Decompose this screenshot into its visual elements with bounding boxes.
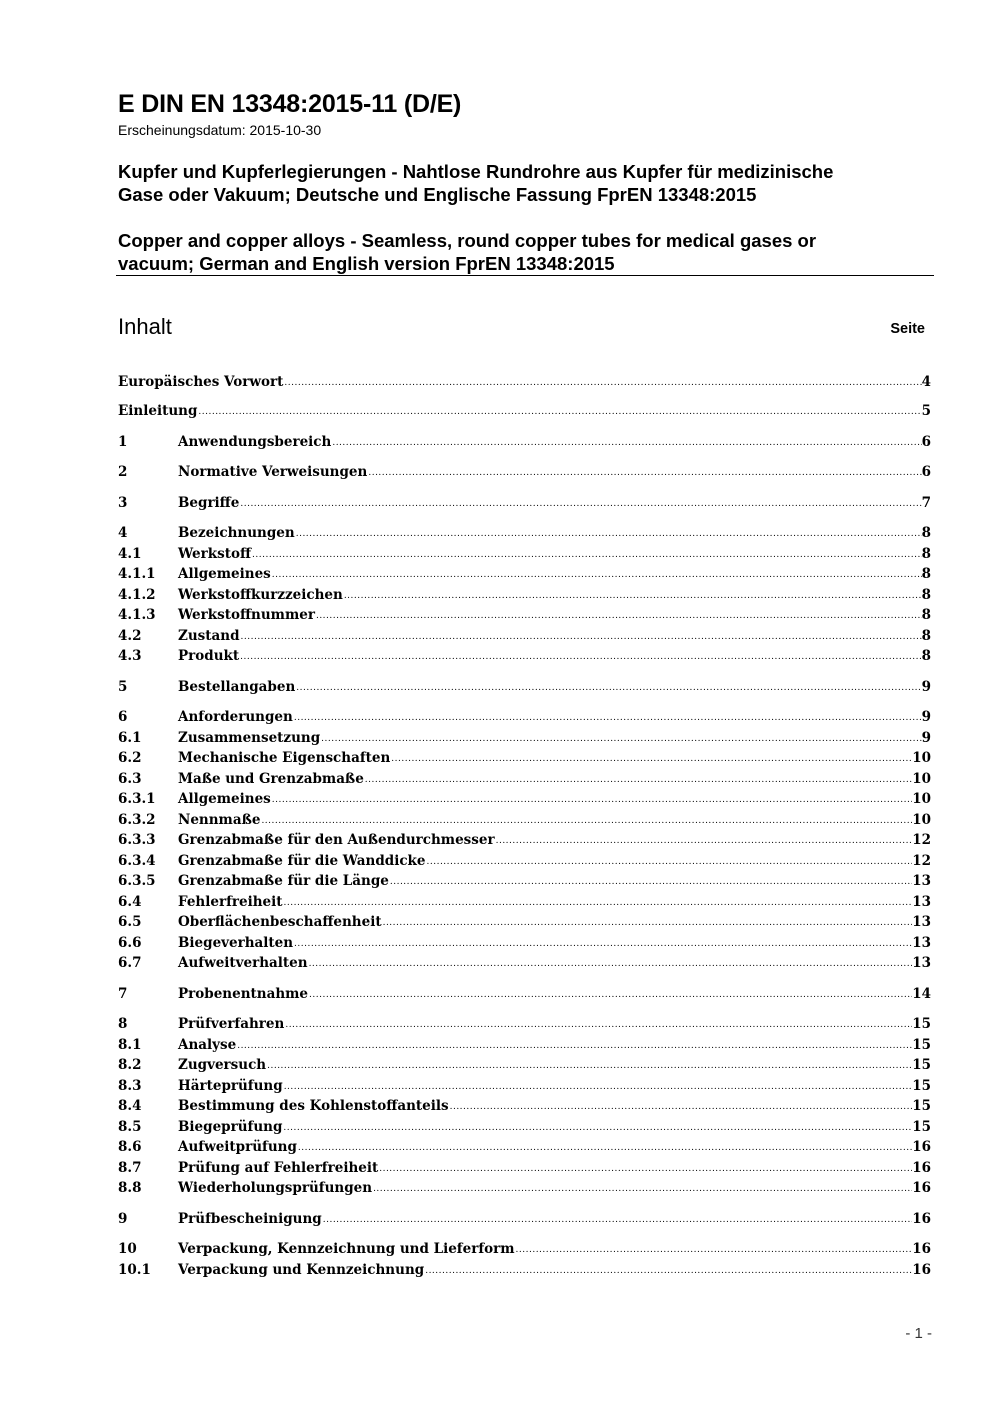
dot-leader [284,1019,912,1031]
toc-entry[interactable] [118,910,931,931]
toc-entry-number: 6.3.1 [118,791,156,807]
toc-entry-number: 6.4 [118,894,142,910]
toc-entry-number: 6.7 [118,955,142,971]
toc-entry[interactable] [118,869,931,890]
dot-leader [283,377,921,389]
dot-leader [260,815,912,827]
toc-entry-page: 8 [921,648,931,664]
dot-leader [449,1101,913,1113]
toc-entry-page: 15 [912,1098,931,1114]
toc-entry-label: Werkstoffkurzzeichen [178,587,343,603]
toc-entry[interactable] [118,491,931,512]
dot-leader [297,1142,912,1154]
toc-entry[interactable] [118,746,931,767]
dot-leader [424,1265,912,1277]
toc-entry-number: 8.3 [118,1078,142,1094]
toc-entry-number: 6.3 [118,771,142,787]
toc-entry[interactable] [118,644,931,665]
toc-entry-label: Nennmaße [178,812,261,828]
title-english-line-1: Copper and copper alloys - Seamless, round copper tubes for medical gases or [118,230,817,251]
toc-entry[interactable] [118,542,931,563]
dot-leader [495,835,913,847]
toc-entry-number: 8.2 [118,1057,142,1073]
toc-entry[interactable] [118,1207,931,1228]
toc-entry[interactable] [118,787,931,808]
toc-entry-label: Anwendungsbereich [178,434,332,450]
toc-entry-page: 8 [921,607,931,623]
toc-entry-page: 6 [921,434,931,450]
toc-entry[interactable] [118,982,931,1003]
toc-entry-number: 8.6 [118,1139,142,1155]
toc-entry-page: 14 [912,986,931,1002]
toc-entry-label: Normative Verweisungen [178,464,368,480]
toc-entry-label: Europäisches Vorwort [118,374,284,390]
toc-entry-page: 16 [912,1139,931,1155]
toc-entry-page: 6 [921,464,931,480]
toc-entry[interactable] [118,849,931,870]
toc-entry-number: 4.1.1 [118,566,156,582]
toc-entry-label: Maße und Grenzabmaße [178,771,364,787]
title-german [118,160,833,206]
toc-entry[interactable] [118,1156,931,1177]
toc-entry-page: 4 [921,374,931,390]
toc-entry-label: Aufweitprüfung [178,1139,297,1155]
toc-entry[interactable] [118,890,931,911]
dot-leader [271,569,922,581]
toc-entry[interactable] [118,521,931,542]
toc-entry-page: 16 [912,1160,931,1176]
toc-entry-number: 4.2 [118,628,142,644]
toc-entry-label: Grenzabmaße für die Länge [178,873,389,889]
document-id: E DIN EN 13348:2015-11 (D/E) [118,90,462,118]
toc-entry-label: Werkstoff [178,546,252,562]
toc-entry[interactable] [118,951,931,972]
contents-heading: Inhalt [118,314,172,339]
dot-leader [378,1163,912,1175]
toc-entry-label: Grenzabmaße für den Außendurchmesser [178,832,495,848]
dot-leader [426,856,913,868]
toc-entry-page: 16 [912,1262,931,1278]
toc-entry-number: 7 [118,986,128,1002]
toc-entry-page: 15 [912,1057,931,1073]
dot-leader [331,437,921,449]
toc-entry-label: Zustand [178,628,240,644]
page-column-label: Seite [890,321,925,337]
toc-entry-label: Bestellangaben [178,679,296,695]
toc-entry-number: 8.7 [118,1160,142,1176]
toc-entry-number: 10.1 [118,1262,151,1278]
dot-leader [295,682,921,694]
toc-entry-number: 6.3.5 [118,873,156,889]
toc-entry-number: 10 [118,1241,137,1257]
toc-entry-label: Einleitung [118,403,198,419]
dot-leader [266,1060,912,1072]
toc-entry-label: Allgemeines [178,566,271,582]
toc-entry-page: 10 [912,750,931,766]
toc-entry-label: Fehlerfreiheit [178,894,283,910]
toc-entry[interactable] [118,370,931,391]
dot-leader [308,958,913,970]
toc-entry-page: 15 [912,1037,931,1053]
toc-entry-page: 10 [912,812,931,828]
toc-entry-number: 6.1 [118,730,142,746]
toc-entry-page: 9 [921,679,931,695]
toc-entry[interactable] [118,583,931,604]
toc-entry-page: 8 [921,628,931,644]
toc-entry[interactable] [118,1115,931,1136]
toc-entry-page: 13 [912,894,931,910]
toc-entry[interactable] [118,705,931,726]
dot-leader [515,1244,913,1256]
toc-entry-label: Analyse [178,1037,237,1053]
toc-entry-page: 13 [912,914,931,930]
toc-entry-page: 7 [921,495,931,511]
header-divider [116,275,934,276]
dot-leader [389,876,912,888]
toc-entry-number: 6.2 [118,750,142,766]
toc-entry-page: 15 [912,1016,931,1032]
toc-entry-number: 2 [118,464,128,480]
dot-leader [239,651,921,663]
toc-entry[interactable] [118,1094,931,1115]
toc-entry-label: Prüfbescheinigung [178,1211,322,1227]
dot-leader [271,794,912,806]
toc-entry-number: 8.1 [118,1037,142,1053]
toc-entry-label: Anforderungen [178,709,293,725]
toc-entry-page: 8 [921,525,931,541]
title-english [118,229,816,275]
toc-entry-label: Bestimmung des Kohlenstoffanteils [178,1098,449,1114]
toc-entry[interactable] [118,399,931,420]
toc-entry-number: 6 [118,709,128,725]
toc-entry[interactable] [118,624,931,645]
toc-entry-label: Zusammensetzung [178,730,321,746]
toc-entry-label: Zugversuch [178,1057,267,1073]
toc-entry-number: 4.1 [118,546,142,562]
toc-entry-number: 8.8 [118,1180,142,1196]
toc-entry-page: 16 [912,1180,931,1196]
toc-entry-number: 6.3.2 [118,812,156,828]
dot-leader [251,549,922,561]
title-english-line-2: vacuum; German and English version FprEN 13348:2015 [118,253,615,274]
toc-entry-number: 6.6 [118,935,142,951]
page-number: - 1 - [905,1325,932,1342]
toc-entry-number: 9 [118,1211,128,1227]
toc-entry[interactable] [118,726,931,747]
toc-entry[interactable] [118,1135,931,1156]
toc-entry-label: Werkstoffnummer [178,607,315,623]
toc-entry-page: 16 [912,1211,931,1227]
toc-entry[interactable] [118,1237,931,1258]
toc-entry-number: 4.1.2 [118,587,156,603]
toc-entry-label: Wiederholungsprüfungen [178,1180,373,1196]
toc-entry-page: 10 [912,771,931,787]
dot-leader [236,1040,912,1052]
toc-entry[interactable] [118,828,931,849]
toc-entry-label: Mechanische Eigenschaften [178,750,391,766]
toc-entry-label: Verpackung, Kennzeichnung und Lieferform [178,1241,515,1257]
toc-entry-page: 8 [921,566,931,582]
toc-entry-number: 4.1.3 [118,607,156,623]
toc-entry[interactable] [118,931,931,952]
toc-entry-page: 5 [921,403,931,419]
publication-date: Erscheinungsdatum: 2015-10-30 [118,122,322,138]
toc-entry-page: 8 [921,546,931,562]
toc-entry[interactable] [118,430,931,451]
toc-entry-number: 8.4 [118,1098,142,1114]
toc-entry-page: 10 [912,791,931,807]
dot-leader [282,1122,912,1134]
toc-entry-label: Biegeprüfung [178,1119,283,1135]
toc-entry-page: 8 [921,587,931,603]
dot-leader [308,989,912,1001]
dot-leader [372,1183,912,1195]
toc-entry-page: 9 [921,730,931,746]
toc-entry-number: 6.5 [118,914,142,930]
toc-entry-number: 1 [118,434,128,450]
dot-leader [293,938,912,950]
toc-entry-label: Oberflächenbeschaffenheit [178,914,382,930]
dot-leader [283,1081,913,1093]
toc-entry[interactable] [118,460,931,481]
toc-entry-number: 3 [118,495,128,511]
toc-entry-label: Produkt [178,648,240,664]
toc-entry-page: 15 [912,1078,931,1094]
toc-entry[interactable] [118,808,931,829]
toc-entry-page: 13 [912,935,931,951]
dot-leader [295,528,922,540]
dot-leader [322,1214,912,1226]
dot-leader [283,897,913,909]
dot-leader [367,467,921,479]
toc-entry-label: Begriffe [178,495,240,511]
toc-entry-number: 8 [118,1016,128,1032]
toc-entry-label: Grenzabmaße für die Wanddicke [178,853,426,869]
toc-entry-label: Probenentnahme [178,986,309,1002]
toc-entry[interactable] [118,1012,931,1033]
dot-leader [239,498,921,510]
toc-entry-number: 5 [118,679,128,695]
toc-entry-page: 9 [921,709,931,725]
toc-entry-number: 6.3.3 [118,832,156,848]
toc-entry[interactable] [118,1033,931,1054]
toc-entry-label: Biegeverhalten [178,935,294,951]
toc-entry-number: 4.3 [118,648,142,664]
toc-entry-label: Härteprüfung [178,1078,283,1094]
dot-leader [197,406,921,418]
toc-entry[interactable] [118,1258,931,1279]
toc-entry[interactable] [118,1053,931,1074]
toc-entry-page: 15 [912,1119,931,1135]
toc-entry[interactable] [118,675,931,696]
toc-entry-number: 6.3.4 [118,853,156,869]
dot-leader [293,712,922,724]
title-german-line-2: Gase oder Vakuum; Deutsche und Englische Fassung FprEN 13348:2015 [118,184,757,205]
toc-entry-label: Verpackung und Kennzeichnung [178,1262,425,1278]
toc-entry-page: 13 [912,873,931,889]
toc-entry-label: Prüfverfahren [178,1016,285,1032]
toc-entry-label: Allgemeines [178,791,271,807]
dot-leader [390,753,912,765]
toc-entry-page: 12 [912,832,931,848]
toc-entry[interactable] [118,562,931,583]
toc-entry-page: 13 [912,955,931,971]
toc-entry[interactable] [118,603,931,624]
toc-entry-page: 12 [912,853,931,869]
toc-entry-number: 4 [118,525,128,541]
dot-leader [343,590,922,602]
dot-leader [364,774,912,786]
title-german-line-1: Kupfer und Kupferlegierungen - Nahtlose Rundrohre aus Kupfer für medizinische [118,161,834,182]
toc-entry-label: Bezeichnungen [178,525,295,541]
dot-leader [315,610,922,622]
dot-leader [382,917,913,929]
dot-leader [240,631,922,643]
dot-leader [320,733,921,745]
toc-entry-label: Aufweitverhalten [178,955,308,971]
toc-entry[interactable] [118,767,931,788]
toc-entry[interactable] [118,1176,931,1197]
toc-entry-label: Prüfung auf Fehlerfreiheit [178,1160,379,1176]
toc-entry-number: 8.5 [118,1119,142,1135]
toc-entry-page: 16 [912,1241,931,1257]
toc-entry[interactable] [118,1074,931,1095]
